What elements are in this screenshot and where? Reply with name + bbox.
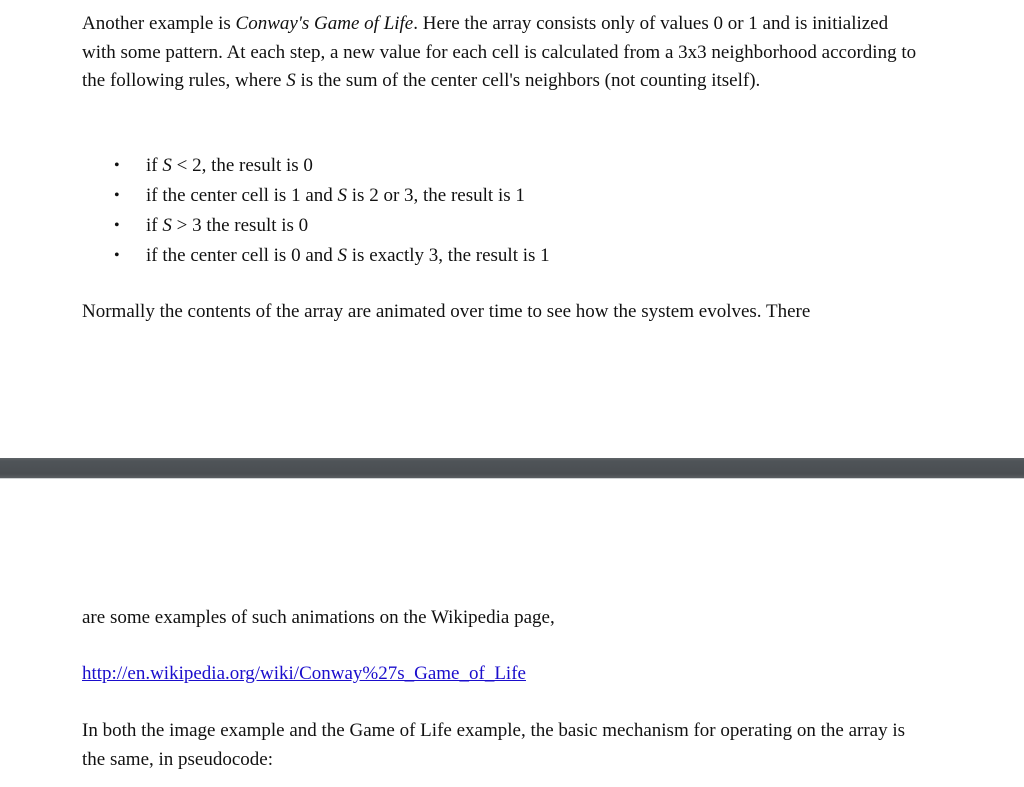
intro-title: Conway's Game of Life [235,13,414,34]
page-break-divider [0,458,1024,478]
wikipedia-link[interactable]: http://en.wikipedia.org/wiki/Conway%27s_Game_of_Life [82,663,526,684]
rule-variable: S [337,185,348,206]
normally-paragraph: Normally the contents of the array are animated over time to see how the system evolves. There [82,301,811,322]
intro-paragraph [82,10,922,96]
page-break-shadow [0,478,1024,479]
rule-text-pre: if the center cell is 1 and [146,185,338,206]
rule-variable: S [162,155,172,176]
intro-variable: S [286,70,296,91]
intro-text-1: Another example is [82,13,236,34]
list-item [82,181,550,211]
list-item [82,211,550,241]
wikipedia-paragraph: are some examples of such animations on the Wikipedia page, [82,607,555,628]
mechanism-paragraph: In both the image example and the Game of Life example, the basic mechanism for operating on the array is the same, in pseudocode: [82,720,906,770]
list-item [82,241,550,271]
bullet-icon: • [114,217,120,234]
rules-list [82,151,550,271]
bullet-icon: • [114,157,120,174]
rule-text-post: > 3 the result is 0 [171,215,309,236]
rule-text-pre: if [146,215,163,236]
rule-text-post: < 2, the result is 0 [171,155,313,176]
bullet-icon: • [114,247,120,264]
rule-text-post: is 2 or 3, the result is 1 [347,185,525,206]
rule-variable: S [162,215,172,236]
bullet-icon: • [114,187,120,204]
rule-text-pre: if [146,155,163,176]
rule-text-pre: if the center cell is 0 and [146,245,338,266]
rule-variable: S [337,245,348,266]
rule-text-post: is exactly 3, the result is 1 [347,245,550,266]
intro-text-3: is the sum of the center cell's neighbors (not counting itself). [295,70,761,91]
intro-text-2: . Here the array consists only of values 0 or 1 and is initialized with some pattern. At each step, a new value for each cell is calculated from a 3x3 neighborhood according to the following rules, where [82,13,917,91]
list-item [82,151,550,181]
